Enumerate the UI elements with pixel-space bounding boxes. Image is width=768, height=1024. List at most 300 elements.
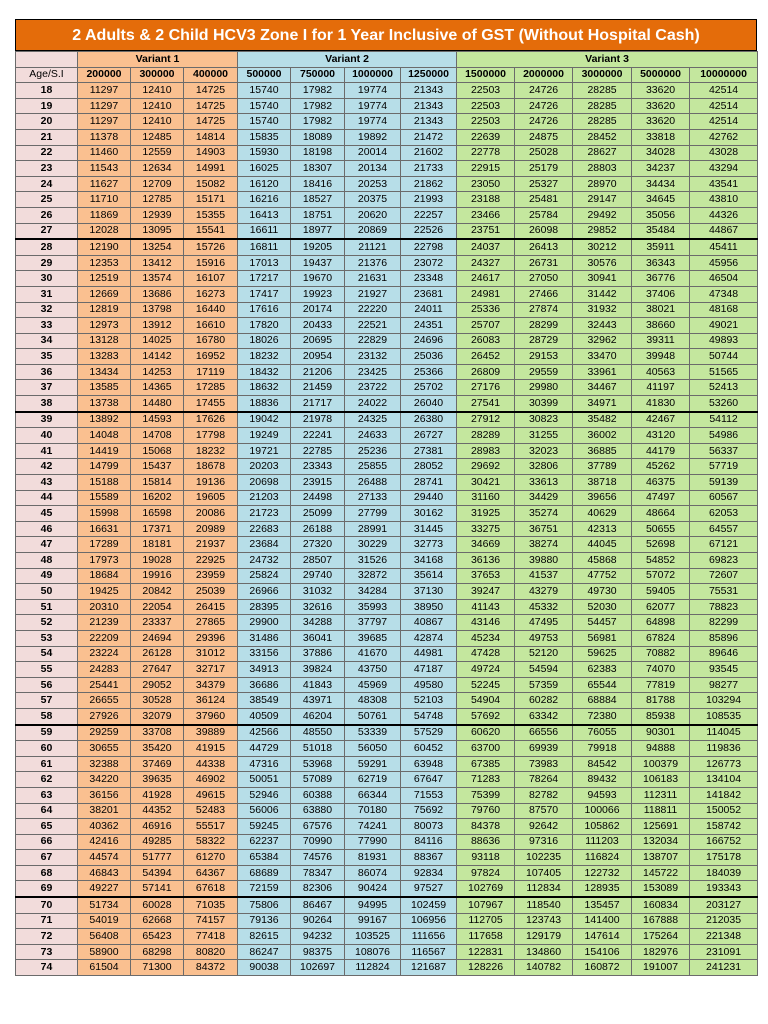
age-cell: 64	[16, 803, 78, 819]
premium-cell: 36041	[291, 630, 345, 646]
premium-cell: 11378	[78, 129, 131, 145]
premium-cell: 25702	[401, 380, 457, 396]
premium-cell: 16120	[238, 176, 291, 192]
premium-cell: 60388	[291, 787, 345, 803]
premium-cell: 16598	[131, 506, 184, 522]
table-row	[16, 693, 758, 709]
premium-cell: 45969	[345, 677, 401, 693]
premium-cell: 31442	[573, 286, 632, 302]
premium-cell: 221348	[690, 929, 758, 945]
premium-cell: 33961	[573, 364, 632, 380]
age-cell: 56	[16, 677, 78, 693]
premium-cell: 47497	[632, 490, 690, 506]
table-row	[16, 459, 758, 475]
premium-cell: 154106	[573, 944, 632, 960]
premium-cell: 54594	[515, 662, 573, 678]
premium-cell: 126773	[690, 756, 758, 772]
premium-cell: 13912	[131, 318, 184, 334]
premium-cell: 75531	[690, 584, 758, 600]
premium-cell: 128226	[457, 960, 515, 976]
premium-cell: 34220	[78, 772, 131, 788]
premium-cell: 32079	[131, 708, 184, 724]
premium-cell: 63948	[401, 756, 457, 772]
premium-cell: 16631	[78, 521, 131, 537]
premium-cell: 22639	[457, 129, 515, 145]
premium-cell: 18232	[184, 443, 238, 459]
premium-cell: 141842	[690, 787, 758, 803]
premium-cell: 20375	[345, 192, 401, 208]
age-cell: 67	[16, 850, 78, 866]
premium-cell: 34913	[238, 662, 291, 678]
premium-cell: 14725	[184, 98, 238, 114]
premium-cell: 19605	[184, 490, 238, 506]
premium-cell: 45956	[690, 255, 758, 271]
premium-cell: 21343	[401, 114, 457, 130]
premium-cell: 42514	[690, 98, 758, 114]
premium-cell: 94995	[345, 897, 401, 913]
premium-cell: 52698	[632, 537, 690, 553]
premium-cell: 46204	[291, 708, 345, 724]
premium-cell: 138707	[632, 850, 690, 866]
premium-cell: 27381	[401, 443, 457, 459]
premium-cell: 36124	[184, 693, 238, 709]
premium-cell: 15082	[184, 176, 238, 192]
premium-cell: 26655	[78, 693, 131, 709]
premium-cell: 17982	[291, 114, 345, 130]
premium-cell: 111203	[573, 834, 632, 850]
premium-cell: 36156	[78, 787, 131, 803]
premium-cell: 86247	[238, 944, 291, 960]
premium-cell: 14593	[131, 412, 184, 428]
premium-cell: 231091	[690, 944, 758, 960]
premium-cell: 160872	[573, 960, 632, 976]
premium-cell: 70990	[291, 834, 345, 850]
premium-cell: 17973	[78, 553, 131, 569]
premium-cell: 23337	[131, 615, 184, 631]
premium-cell: 70882	[632, 646, 690, 662]
table-row	[16, 913, 758, 929]
premium-cell: 94888	[632, 741, 690, 757]
premium-cell: 13095	[131, 223, 184, 239]
table-row	[16, 380, 758, 396]
premium-cell: 24283	[78, 662, 131, 678]
premium-cell: 22257	[401, 207, 457, 223]
premium-cell: 52103	[401, 693, 457, 709]
table-row	[16, 850, 758, 866]
premium-cell: 20695	[291, 333, 345, 349]
premium-cell: 23425	[345, 364, 401, 380]
premium-cell: 11460	[78, 145, 131, 161]
premium-cell: 158742	[690, 819, 758, 835]
premium-cell: 116567	[401, 944, 457, 960]
premium-cell: 21733	[401, 161, 457, 177]
premium-cell: 34971	[573, 396, 632, 412]
table-row	[16, 349, 758, 365]
premium-cell: 15916	[184, 255, 238, 271]
premium-cell: 14814	[184, 129, 238, 145]
premium-cell: 41197	[632, 380, 690, 396]
premium-cell: 20954	[291, 349, 345, 365]
premium-cell: 12669	[78, 286, 131, 302]
table-row	[16, 772, 758, 788]
age-cell: 62	[16, 772, 78, 788]
age-cell: 44	[16, 490, 78, 506]
premium-cell: 29492	[573, 207, 632, 223]
premium-cell: 17982	[291, 83, 345, 99]
premium-cell: 14991	[184, 161, 238, 177]
premium-cell: 54852	[632, 553, 690, 569]
premium-cell: 84372	[184, 960, 238, 976]
premium-cell: 19042	[238, 412, 291, 428]
premium-cell: 18026	[238, 333, 291, 349]
premium-cell: 19721	[238, 443, 291, 459]
premium-cell: 55517	[184, 819, 238, 835]
premium-cell: 100379	[632, 756, 690, 772]
premium-cell: 48664	[632, 506, 690, 522]
premium-cell: 52120	[515, 646, 573, 662]
premium-cell: 14903	[184, 145, 238, 161]
premium-cell: 24732	[238, 553, 291, 569]
premium-cell: 203127	[690, 897, 758, 913]
premium-cell: 35993	[345, 599, 401, 615]
premium-cell: 30941	[573, 271, 632, 287]
premium-cell: 30399	[515, 396, 573, 412]
premium-cell: 46902	[184, 772, 238, 788]
premium-cell: 57072	[632, 568, 690, 584]
premium-cell: 89432	[573, 772, 632, 788]
premium-cell: 34467	[573, 380, 632, 396]
premium-cell: 28395	[238, 599, 291, 615]
sum-insured-header-row	[16, 67, 758, 83]
premium-cell: 30655	[78, 741, 131, 757]
premium-cell: 13892	[78, 412, 131, 428]
table-row	[16, 960, 758, 976]
premium-sheet	[15, 19, 757, 976]
premium-cell: 51018	[291, 741, 345, 757]
table-row	[16, 114, 758, 130]
age-cell: 32	[16, 302, 78, 318]
premium-cell: 26452	[457, 349, 515, 365]
premium-cell: 30421	[457, 475, 515, 491]
premium-cell: 79136	[238, 913, 291, 929]
premium-cell: 118811	[632, 803, 690, 819]
premium-cell: 19028	[131, 553, 184, 569]
premium-cell: 28285	[573, 114, 632, 130]
premium-cell: 23915	[291, 475, 345, 491]
table-row	[16, 756, 758, 772]
premium-cell: 63880	[291, 803, 345, 819]
premium-cell: 23050	[457, 176, 515, 192]
premium-cell: 53339	[345, 725, 401, 741]
premium-cell: 33275	[457, 521, 515, 537]
premium-cell: 74241	[345, 819, 401, 835]
premium-cell: 41915	[184, 741, 238, 757]
premium-cell: 114045	[690, 725, 758, 741]
premium-cell: 19774	[345, 114, 401, 130]
premium-cell: 14708	[131, 428, 184, 444]
premium-cell: 30576	[573, 255, 632, 271]
premium-cell: 21993	[401, 192, 457, 208]
premium-cell: 51734	[78, 897, 131, 913]
premium-cell: 49021	[690, 318, 758, 334]
premium-cell: 43146	[457, 615, 515, 631]
age-cell: 18	[16, 83, 78, 99]
premium-cell: 49227	[78, 881, 131, 897]
premium-cell: 31255	[515, 428, 573, 444]
premium-cell: 23348	[401, 271, 457, 287]
premium-cell: 23722	[345, 380, 401, 396]
premium-cell: 40563	[632, 364, 690, 380]
premium-cell: 49580	[401, 677, 457, 693]
premium-cell: 24037	[457, 239, 515, 255]
premium-cell: 25855	[345, 459, 401, 475]
premium-cell: 47428	[457, 646, 515, 662]
premium-cell: 26488	[345, 475, 401, 491]
premium-cell: 49615	[184, 787, 238, 803]
premium-cell: 78823	[690, 599, 758, 615]
premium-cell: 53968	[291, 756, 345, 772]
premium-cell: 125691	[632, 819, 690, 835]
table-row	[16, 207, 758, 223]
premium-cell: 29259	[78, 725, 131, 741]
premium-cell: 72159	[238, 881, 291, 897]
premium-cell: 45868	[573, 553, 632, 569]
table-row	[16, 129, 758, 145]
table-row	[16, 223, 758, 239]
premium-cell: 191007	[632, 960, 690, 976]
premium-cell: 27912	[457, 412, 515, 428]
premium-cell: 82306	[291, 881, 345, 897]
premium-cell: 102235	[515, 850, 573, 866]
premium-cell: 94232	[291, 929, 345, 945]
table-row	[16, 819, 758, 835]
premium-cell: 29692	[457, 459, 515, 475]
premium-cell: 89646	[690, 646, 758, 662]
premium-cell: 16216	[238, 192, 291, 208]
table-row	[16, 897, 758, 913]
premium-cell: 27133	[345, 490, 401, 506]
table-row	[16, 333, 758, 349]
table-row	[16, 865, 758, 881]
premium-cell: 20310	[78, 599, 131, 615]
premium-cell: 98375	[291, 944, 345, 960]
premium-cell: 123743	[515, 913, 573, 929]
premium-cell: 18684	[78, 568, 131, 584]
premium-cell: 12973	[78, 318, 131, 334]
age-cell: 35	[16, 349, 78, 365]
premium-cell: 60028	[131, 897, 184, 913]
premium-cell: 36776	[632, 271, 690, 287]
premium-cell: 100066	[573, 803, 632, 819]
premium-cell: 39880	[515, 553, 573, 569]
premium-cell: 18527	[291, 192, 345, 208]
premium-cell: 24498	[291, 490, 345, 506]
premium-cell: 23751	[457, 223, 515, 239]
premium-cell: 20134	[345, 161, 401, 177]
premium-cell: 73983	[515, 756, 573, 772]
premium-cell: 134104	[690, 772, 758, 788]
age-cell: 43	[16, 475, 78, 491]
premium-cell: 34645	[632, 192, 690, 208]
premium-cell: 119836	[690, 741, 758, 757]
age-cell: 41	[16, 443, 78, 459]
premium-cell: 15188	[78, 475, 131, 491]
premium-cell: 32962	[573, 333, 632, 349]
premium-cell: 57359	[515, 677, 573, 693]
premium-cell: 106956	[401, 913, 457, 929]
premium-cell: 28983	[457, 443, 515, 459]
premium-cell: 25481	[515, 192, 573, 208]
premium-cell: 32616	[291, 599, 345, 615]
premium-cell: 43971	[291, 693, 345, 709]
table-row	[16, 662, 758, 678]
premium-cell: 32023	[515, 443, 573, 459]
premium-cell: 105862	[573, 819, 632, 835]
premium-cell: 39311	[632, 333, 690, 349]
premium-cell: 37653	[457, 568, 515, 584]
premium-cell: 32443	[573, 318, 632, 334]
premium-cell: 11543	[78, 161, 131, 177]
premium-cell: 117658	[457, 929, 515, 945]
age-cell: 59	[16, 725, 78, 741]
premium-cell: 59625	[573, 646, 632, 662]
premium-cell: 39948	[632, 349, 690, 365]
premium-cell: 18089	[291, 129, 345, 145]
age-cell: 30	[16, 271, 78, 287]
table-row	[16, 708, 758, 724]
premium-cell: 45411	[690, 239, 758, 255]
premium-cell: 182976	[632, 944, 690, 960]
premium-cell: 31932	[573, 302, 632, 318]
premium-cell: 21203	[238, 490, 291, 506]
premium-cell: 62237	[238, 834, 291, 850]
premium-cell: 22829	[345, 333, 401, 349]
premium-cell: 58322	[184, 834, 238, 850]
premium-cell: 64898	[632, 615, 690, 631]
premium-cell: 22503	[457, 83, 515, 99]
premium-cell: 147614	[573, 929, 632, 945]
premium-cell: 77819	[632, 677, 690, 693]
premium-cell: 29153	[515, 349, 573, 365]
age-cell: 58	[16, 708, 78, 724]
premium-cell: 65384	[238, 850, 291, 866]
premium-cell: 74070	[632, 662, 690, 678]
age-cell: 66	[16, 834, 78, 850]
premium-cell: 11297	[78, 114, 131, 130]
premium-cell: 37960	[184, 708, 238, 724]
premium-cell: 11627	[78, 176, 131, 192]
premium-cell: 33620	[632, 98, 690, 114]
premium-cell: 12410	[131, 83, 184, 99]
premium-cell: 15835	[238, 129, 291, 145]
premium-cell: 62383	[573, 662, 632, 678]
premium-cell: 29852	[573, 223, 632, 239]
premium-cell: 11297	[78, 98, 131, 114]
premium-cell: 20086	[184, 506, 238, 522]
premium-cell: 25039	[184, 584, 238, 600]
premium-cell: 37469	[131, 756, 184, 772]
premium-cell: 63342	[515, 708, 573, 724]
premium-cell: 49285	[131, 834, 184, 850]
premium-cell: 30229	[345, 537, 401, 553]
age-cell: 24	[16, 176, 78, 192]
premium-cell: 67824	[632, 630, 690, 646]
premium-cell: 24726	[515, 114, 573, 130]
age-cell: 39	[16, 412, 78, 428]
premium-cell: 63700	[457, 741, 515, 757]
premium-cell: 25366	[401, 364, 457, 380]
age-cell: 46	[16, 521, 78, 537]
premium-cell: 44179	[632, 443, 690, 459]
premium-cell: 12410	[131, 98, 184, 114]
premium-cell: 29900	[238, 615, 291, 631]
premium-cell: 78264	[515, 772, 573, 788]
premium-cell: 22778	[457, 145, 515, 161]
premium-cell: 21937	[184, 537, 238, 553]
premium-cell: 54394	[131, 865, 184, 881]
premium-cell: 31486	[238, 630, 291, 646]
premium-cell: 14048	[78, 428, 131, 444]
age-header-blank	[16, 52, 78, 68]
premium-cell: 23132	[345, 349, 401, 365]
premium-cell: 88636	[457, 834, 515, 850]
premium-cell: 14365	[131, 380, 184, 396]
age-cell: 48	[16, 553, 78, 569]
premium-cell: 11869	[78, 207, 131, 223]
table-row	[16, 192, 758, 208]
table-row	[16, 83, 758, 99]
premium-cell: 44981	[401, 646, 457, 662]
premium-cell: 94593	[573, 787, 632, 803]
premium-cell: 23224	[78, 646, 131, 662]
premium-cell: 12939	[131, 207, 184, 223]
premium-cell: 13686	[131, 286, 184, 302]
premium-cell: 64367	[184, 865, 238, 881]
premium-cell: 19425	[78, 584, 131, 600]
premium-cell: 49893	[690, 333, 758, 349]
premium-cell: 35614	[401, 568, 457, 584]
table-row	[16, 584, 758, 600]
premium-cell: 32388	[78, 756, 131, 772]
premium-cell: 26415	[184, 599, 238, 615]
premium-cell: 56337	[690, 443, 758, 459]
premium-cell: 18307	[291, 161, 345, 177]
premium-cell: 86074	[345, 865, 401, 881]
premium-cell: 38021	[632, 302, 690, 318]
premium-cell: 33708	[131, 725, 184, 741]
premium-cell: 50051	[238, 772, 291, 788]
premium-cell: 15814	[131, 475, 184, 491]
premium-cell: 112824	[345, 960, 401, 976]
premium-cell: 27647	[131, 662, 184, 678]
age-cell: 38	[16, 396, 78, 412]
age-cell: 34	[16, 333, 78, 349]
premium-cell: 81931	[345, 850, 401, 866]
premium-cell: 20842	[131, 584, 184, 600]
premium-cell: 25099	[291, 506, 345, 522]
premium-cell: 33470	[573, 349, 632, 365]
premium-cell: 67385	[457, 756, 515, 772]
premium-cell: 15740	[238, 83, 291, 99]
age-cell: 61	[16, 756, 78, 772]
premium-cell: 24633	[345, 428, 401, 444]
premium-cell: 38201	[78, 803, 131, 819]
premium-cell: 64557	[690, 521, 758, 537]
premium-cell: 47752	[573, 568, 632, 584]
premium-cell: 33156	[238, 646, 291, 662]
premium-cell: 34434	[632, 176, 690, 192]
premium-cell: 43541	[690, 176, 758, 192]
